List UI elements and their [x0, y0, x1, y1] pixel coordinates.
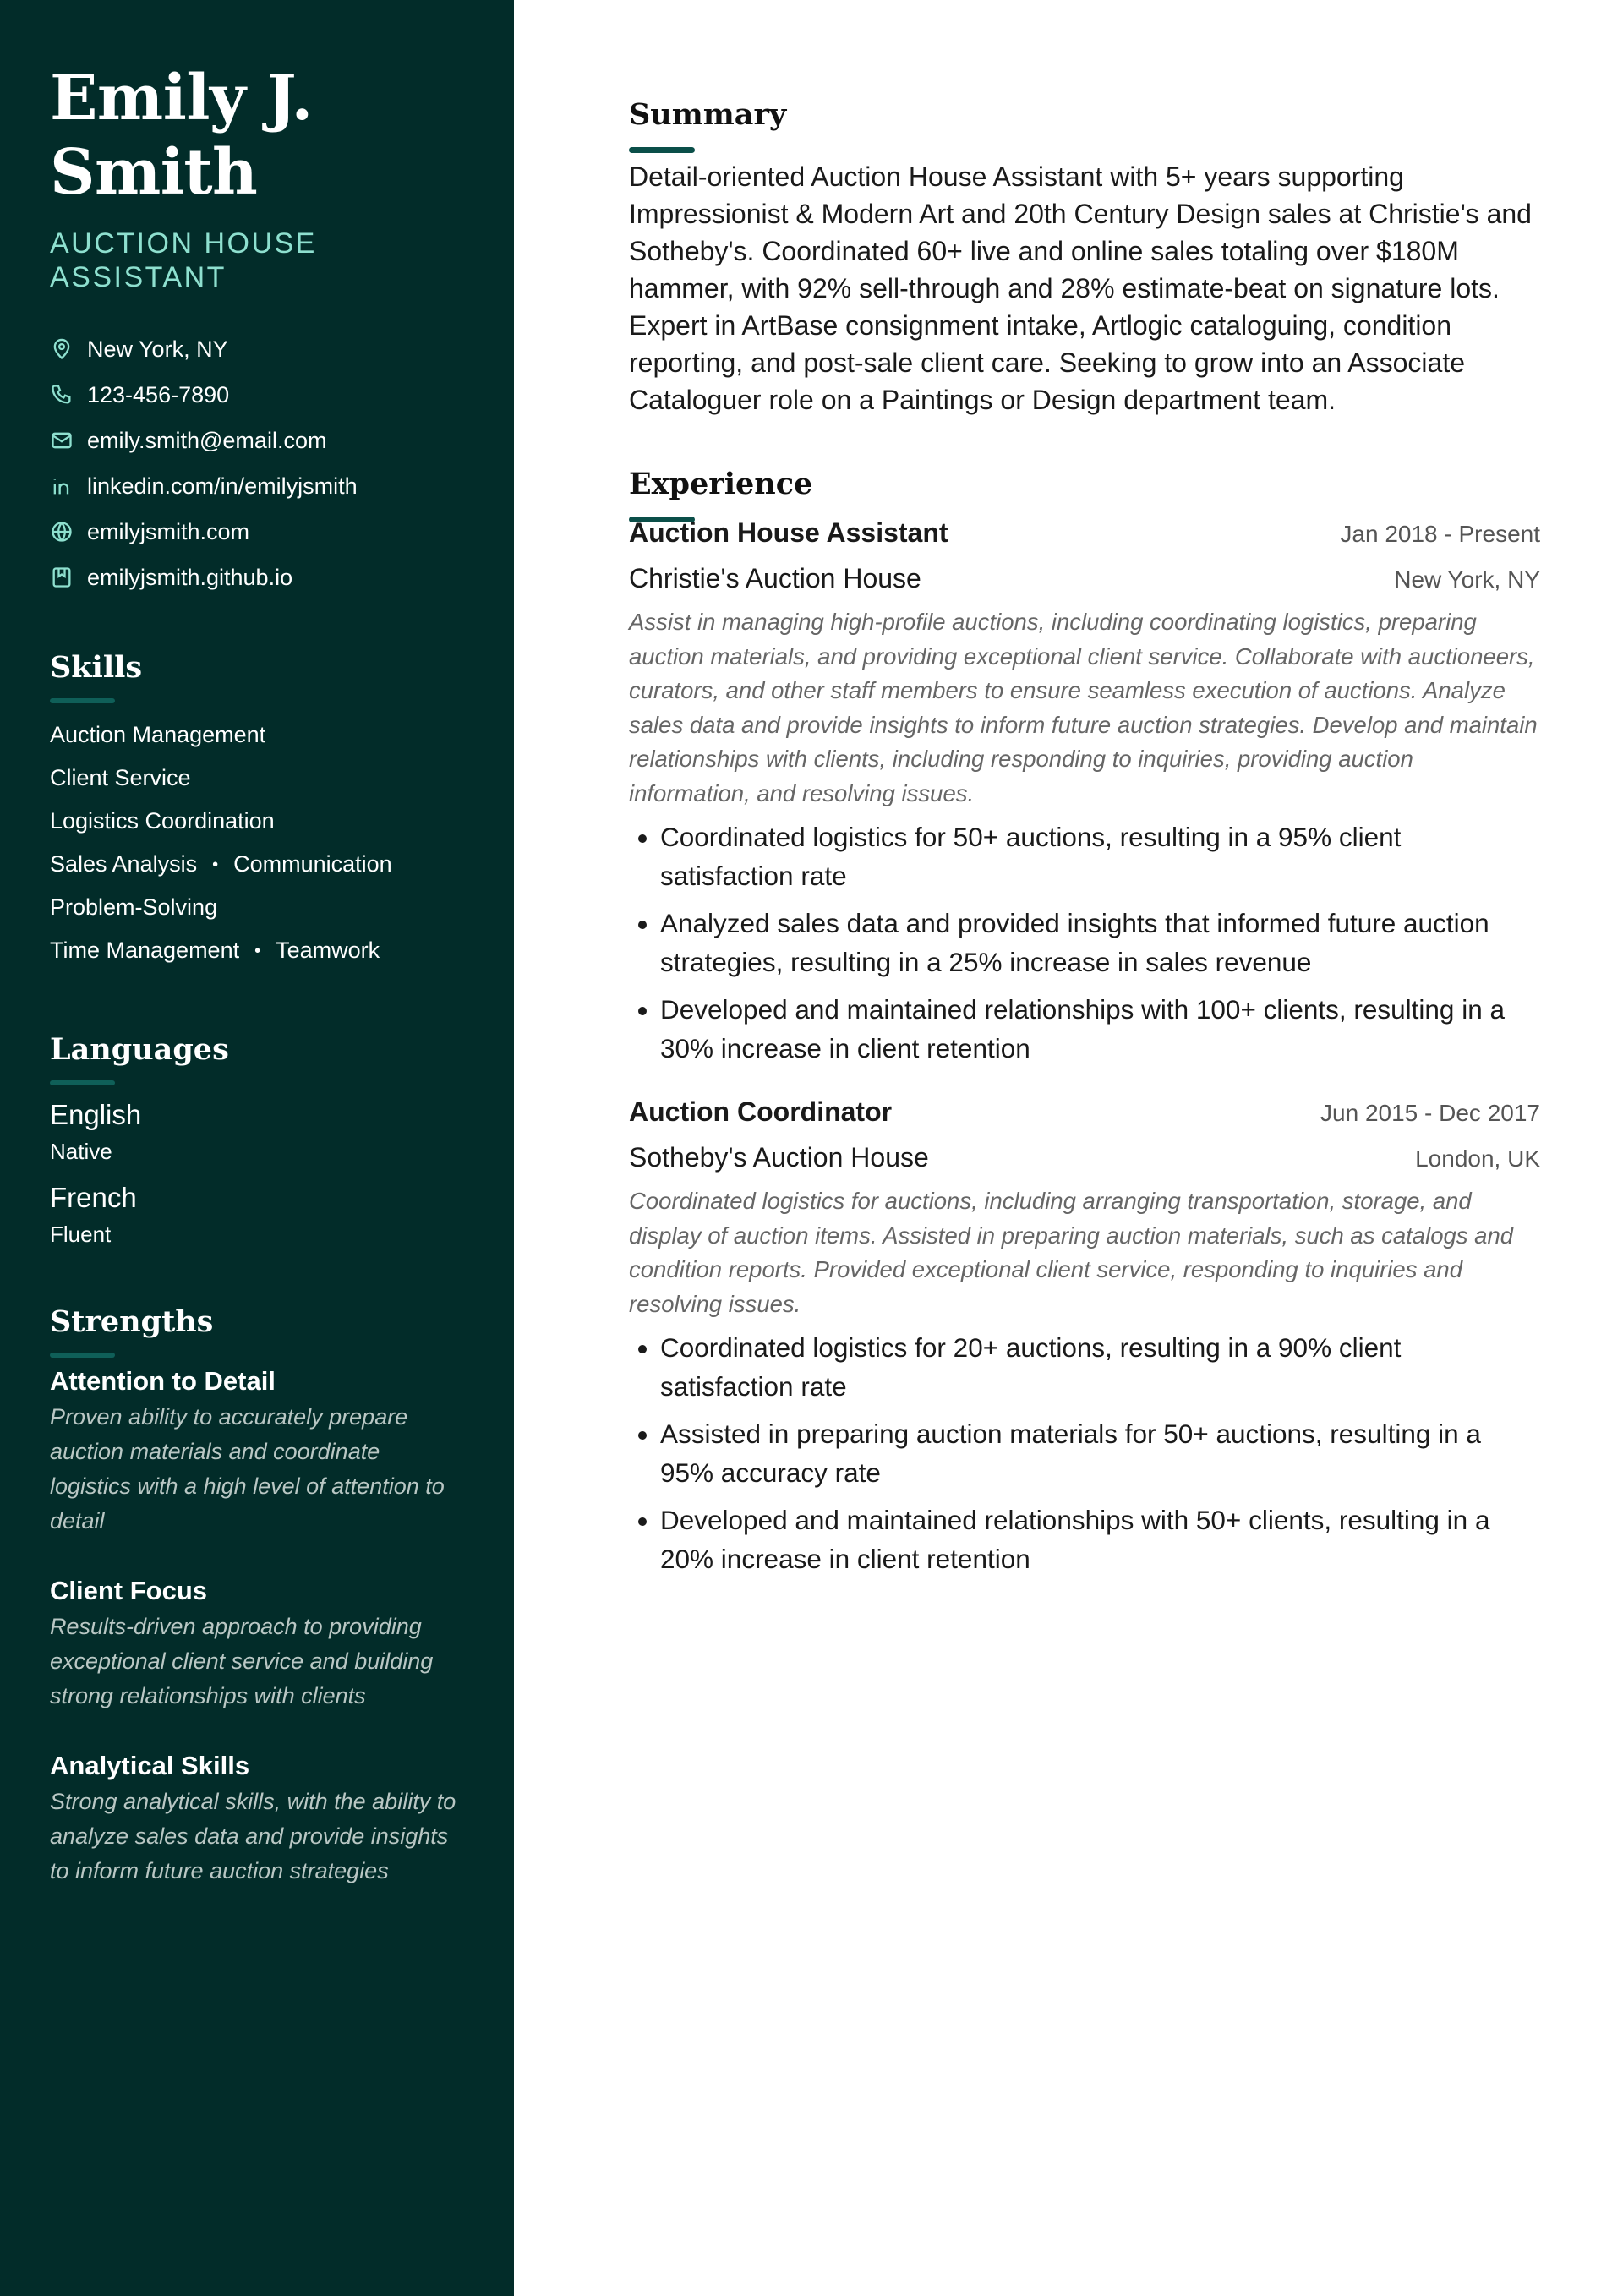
achievement-item: • Developed and maintained relationships with 50+ clients, resulting in a 20% increase in client retention: [660, 1501, 1540, 1578]
skill-item: Logistics Coordination: [50, 808, 275, 834]
job-header: [629, 511, 1540, 555]
job-description: Coordinated logistics for auctions, including arranging transportation, storage, and display of auction items. Assisted in preparing auction materials, such as catalogs and condition reports. Provided exceptional client service, responding to inquiries and resolving issues.: [629, 1188, 1514, 1317]
skill-row: [50, 800, 465, 843]
achievement-list: [629, 817, 1540, 1068]
strengths-section: [50, 1304, 465, 1889]
job-entry: [629, 1090, 1540, 1578]
skill-row: [50, 843, 465, 886]
strength-title: Analytical Skills: [50, 1751, 250, 1780]
bookmark-icon: [50, 566, 74, 589]
sidebar: [0, 0, 514, 2296]
globe-icon: [50, 520, 74, 544]
summary-section: [629, 96, 1540, 418]
language-level: Fluent: [50, 1222, 112, 1247]
bullet-separator: •: [254, 942, 261, 961]
strength-description: Proven ability to accurately prepare auction materials and coordinate logistics with a high level of attention to detail: [50, 1404, 445, 1533]
language-name: French: [50, 1182, 137, 1213]
job-dates: Jun 2015 - Dec 2017: [1320, 1100, 1540, 1126]
language-name: English: [50, 1099, 142, 1130]
skill-row: [50, 757, 465, 800]
skill-item: Communication: [233, 851, 392, 877]
phone-icon: [50, 383, 74, 407]
role-line-1: AUCTION HOUSE: [50, 227, 317, 260]
contact-linkedin[interactable]: [50, 463, 465, 509]
job-header: [629, 1090, 1540, 1134]
location-icon: [50, 337, 74, 361]
strength-title: Attention to Detail: [50, 1366, 276, 1396]
skill-item: Auction Management: [50, 722, 266, 747]
contact-phone[interactable]: [50, 372, 465, 418]
contact-github[interactable]: [50, 555, 465, 600]
strengths-divider: [50, 1353, 115, 1358]
job-location: London, UK: [1415, 1145, 1540, 1172]
skill-row: [50, 886, 465, 929]
job-organization: Sotheby's Auction House: [629, 1142, 929, 1173]
contact-website[interactable]: [50, 509, 465, 555]
skills-section: [50, 649, 465, 972]
skill-item: Time Management: [50, 938, 240, 963]
contact-website-text: emilyjsmith.com: [87, 518, 250, 544]
languages-divider: [50, 1080, 115, 1085]
contact-location: [50, 326, 465, 372]
skills-heading: Skills: [50, 650, 143, 685]
experience-heading: Experience: [629, 467, 813, 501]
languages-section: [50, 1031, 465, 1251]
strength-title: Client Focus: [50, 1576, 208, 1605]
bullet-separator: •: [212, 856, 219, 875]
skill-item: Problem-Solving: [50, 894, 218, 920]
skill-item: Client Service: [50, 765, 191, 790]
role-line-2: ASSISTANT: [50, 261, 227, 293]
summary-divider: [629, 147, 695, 153]
contact-location-text: New York, NY: [87, 336, 228, 362]
name-line-2: Smith: [50, 136, 258, 209]
achievement-item: • Coordinated logistics for 50+ auctions, resulting in a 95% client satisfaction rate: [660, 817, 1540, 895]
experience-section: [629, 466, 1540, 1578]
languages-heading: Languages: [50, 1032, 229, 1067]
job-org-row: [629, 555, 1540, 602]
skill-row: [50, 929, 465, 972]
job-dates: Jan 2018 - Present: [1340, 521, 1540, 547]
achievement-list: [629, 1328, 1540, 1578]
achievement-item: • Assisted in preparing auction materials for 50+ auctions, resulting in a 95% accuracy rate: [660, 1414, 1540, 1492]
linkedin-icon: [50, 474, 74, 498]
skill-item: Teamwork: [276, 938, 380, 963]
achievement-item: • Analyzed sales data and provided insights that informed future auction strategies, resulting in a 25% increase in sales revenue: [660, 904, 1540, 981]
contact-email[interactable]: [50, 418, 465, 463]
job-title: Auction Coordinator: [629, 1096, 893, 1127]
strengths-heading: Strengths: [50, 1304, 214, 1339]
achievement-item: • Coordinated logistics for 20+ auctions, resulting in a 90% client satisfaction rate: [660, 1328, 1540, 1406]
achievement-item: • Developed and maintained relationships with 100+ clients, resulting in a 30% increase in client retention: [660, 990, 1540, 1068]
email-icon: [50, 429, 74, 452]
language-level: Native: [50, 1139, 112, 1164]
name-line-1: Emily J.: [50, 62, 313, 134]
job-organization: Christie's Auction House: [629, 563, 921, 593]
job-description: Assist in managing high-profile auctions, including coordinating logistics, preparing auction materials, and providing exceptional client service. Collaborate with auctioneers, curators, and other staff members to ensure seamless execution of auctions. Analyze sales data and provide insights to inform future auction strategies. Develop and maintain relationships with clients, including responding to inquiries, providing auction information, and resolving issues.: [629, 609, 1538, 806]
skill-item: Sales Analysis: [50, 851, 198, 877]
main-content: [514, 0, 1623, 2296]
contact-linkedin-text: linkedin.com/in/emilyjsmith: [87, 473, 358, 499]
skill-row: [50, 713, 465, 757]
contact-email-text: emily.smith@email.com: [87, 427, 327, 453]
strength-description: Strong analytical skills, with the ability to analyze sales data and provide insights to inform future auction strategies: [50, 1789, 456, 1883]
job-role: [50, 227, 465, 294]
job-org-row: [629, 1134, 1540, 1181]
job-title: Auction House Assistant: [629, 517, 948, 548]
strength-description: Results-driven approach to providing exceptional client service and building strong relationships with clients: [50, 1614, 434, 1708]
contact-github-text: emilyjsmith.github.io: [87, 564, 293, 590]
summary-heading: Summary: [629, 97, 787, 132]
job-location: New York, NY: [1394, 566, 1540, 593]
skills-divider: [50, 698, 115, 703]
candidate-name: [50, 61, 465, 210]
contact-list: [50, 326, 465, 600]
summary-text: Detail-oriented Auction House Assistant with 5+ years supporting Impressionist & Modern Art and 20th Century Design sales at Christie's and Sotheby's. Coordinated 60+ live and online sales totaling over $180M hammer, with 92% sell-through and 28% estimate-beat on signature lots. Expert in ArtBase consignment intake, Artlogic cataloguing, condition reporting, and post-sale client care. Seeking to grow into an Associate Cataloguer role on a Paintings or Design department team.: [629, 161, 1532, 415]
job-entry: [629, 511, 1540, 1068]
contact-phone-text: 123-456-7890: [87, 381, 230, 407]
